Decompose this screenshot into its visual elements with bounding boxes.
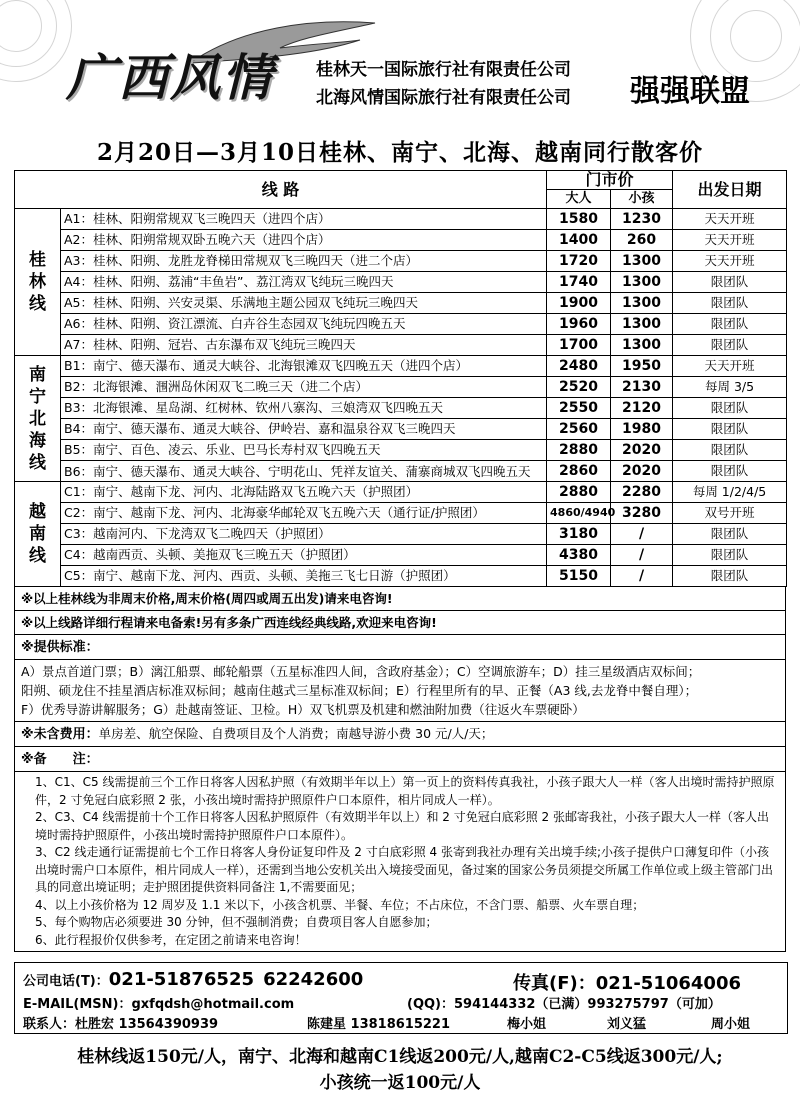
adult-price: 1580: [547, 209, 611, 230]
departure-date: 限团队: [673, 398, 787, 419]
route-name: A5：桂林、阳朔、兴安灵渠、乐满地主题公园双飞纯玩三晚四天: [61, 293, 547, 314]
route-rows: [15, 209, 787, 587]
page-title: 2月20日—3月10日桂林、南宁、北海、越南同行散客价: [96, 139, 704, 166]
contact-person: 刘义猛: [607, 1017, 647, 1032]
remarks-heading: ※备 注：: [21, 752, 99, 767]
remark-item: 5、每个购物店必须要进 30 分钟，但不强制消费；自费项目客人自愿参加；: [35, 915, 438, 929]
departure-date: 限团队: [673, 272, 787, 293]
adult-price: 1740: [547, 272, 611, 293]
adult-price: 4380: [547, 545, 611, 566]
contact-person: 杜胜宏 13564390939: [75, 1017, 219, 1032]
table-row: [15, 230, 787, 251]
note-1: ※以上桂林线为非周末价格,周末价格(周四或周五出发)请来电咨询!: [14, 587, 786, 611]
qq-label: (QQ)：: [407, 997, 454, 1012]
phone-number-2[interactable]: 62242600: [263, 969, 364, 990]
contact-box: [14, 962, 788, 1034]
table-row: [15, 440, 787, 461]
adult-price: 2880: [547, 482, 611, 503]
adult-price: 2560: [547, 419, 611, 440]
standards-line: F）优秀导游讲解服务；G）赴越南签证、卫检。H）双飞机票及机建和燃油附加费（往返火车票硬卧）: [21, 702, 585, 717]
child-price: 1980: [611, 419, 673, 440]
remark-item: 6、此行程报价仅供参考，在定团之前请来电咨询！: [35, 932, 307, 947]
route-name: B4：南宁、德天瀑布、通灵大峡谷、伊岭岩、嘉和温泉谷双飞三晚四天: [61, 419, 547, 440]
fax-label: 传真(F)：: [513, 973, 596, 994]
adult-price: 5150: [547, 566, 611, 587]
rebate-line: 桂林线返150元/人，南宁、北海和越南C1线返200元/人,越南C2-C5线返300元/人;: [77, 1047, 723, 1067]
qq-numbers[interactable]: 594144332（已满）993275797（可加）: [454, 997, 721, 1012]
people-row: [23, 1013, 218, 1032]
table-row: [15, 503, 787, 524]
table-row: [15, 377, 787, 398]
route-header: 线 路: [15, 171, 547, 209]
child-price: 1300: [611, 335, 673, 356]
route-name: C5：南宁、越南下龙、河内、西贡、头顿、美拖三飞七日游（护照团）: [61, 566, 547, 587]
standards-heading: ※提供标准：: [21, 640, 99, 655]
email-address[interactable]: gxfqdsh@hotmail.com: [131, 997, 295, 1012]
adult-header: 大人: [547, 190, 611, 209]
adult-price: 2480: [547, 356, 611, 377]
date-header: 出发日期: [673, 171, 787, 209]
child-price: 2020: [611, 440, 673, 461]
table-row: [15, 251, 787, 272]
child-price: 1300: [611, 272, 673, 293]
note-2: ※以上线路详细行程请来电备索!另有多条广西连线经典线路,欢迎来电咨询!: [14, 611, 786, 635]
excluded-text: 单房差、航空保险、自费项目及个人消费；南越导游小费 30 元/人/天；: [98, 726, 494, 741]
adult-price: 1720: [547, 251, 611, 272]
route-group-label: 南宁北海线: [15, 356, 61, 482]
route-name: A7：桂林、阳朔、冠岩、古东瀑布双飞纯玩三晚四天: [61, 335, 547, 356]
route-name: C1：南宁、越南下龙、河内、北海陆路双飞五晚六天（护照团）: [61, 482, 547, 503]
departure-date: 限团队: [673, 524, 787, 545]
email-row: [23, 993, 294, 1012]
child-header: 小孩: [611, 190, 673, 209]
departure-date: 限团队: [673, 314, 787, 335]
route-group-label: 越南线: [15, 482, 61, 587]
rebate-info: [0, 1044, 800, 1096]
route-name: B5：南宁、百色、凌云、乐业、巴马长寿村双飞四晚五天: [61, 440, 547, 461]
route-name: B2：北海银滩、涠洲岛休闲双飞二晚三天（进二个店）: [61, 377, 547, 398]
remarks-box: [14, 772, 786, 952]
main-content: [14, 170, 786, 952]
departure-date: 限团队: [673, 545, 787, 566]
excluded-costs: [14, 722, 786, 747]
table-row: [15, 314, 787, 335]
child-price: 1230: [611, 209, 673, 230]
departure-date: 双号开班: [673, 503, 787, 524]
child-price: 1300: [611, 314, 673, 335]
remark-item: 3、C2 线走通行证需提前七个工作日将客人身份证复印件及 2 寸白底彩照 4 张寄到我社办理有关出境手续;小孩子提供户口薄复印件（小孩出境时需户口本原件，相片同成人一样），还需到当地公安机关出入境接受面见，备过案的国家公务员须提交所属工作单位或上级主管部门出具的同意出境证明；走护照团提供资料同备注 1,不需要面见；: [35, 845, 774, 894]
departure-date: 限团队: [673, 440, 787, 461]
departure-date: 限团队: [673, 566, 787, 587]
route-name: A4：桂林、阳朔、荔浦“丰鱼岩”、荔江湾双飞纯玩三晚四天: [61, 272, 547, 293]
route-name: A1：桂林、阳朔常规双飞三晚四天（进四个店）: [61, 209, 547, 230]
departure-date: 天天开班: [673, 251, 787, 272]
adult-price: 4860/4940: [547, 503, 611, 524]
child-price: 2020: [611, 461, 673, 482]
child-price: 1300: [611, 293, 673, 314]
phone-label: 公司电话(T)：: [23, 974, 109, 989]
remarks-title: [14, 747, 786, 772]
remark-item: 2、C3、C4 线需提前十个工作日将客人因私护照原件（有效期半年以上）和 2 寸免冠白底彩照 2 张邮寄我社，小孩子跟大人一样（客人出境时需持护照原件，小孩出境时需持护照原件户口本原件）。: [35, 810, 770, 842]
adult-price: 1700: [547, 335, 611, 356]
table-row: [15, 209, 787, 230]
table-row: [15, 419, 787, 440]
departure-date: 天天开班: [673, 356, 787, 377]
swirl-decoration: [730, 10, 782, 62]
route-group-label: 桂林线: [15, 209, 61, 356]
adult-price: 1900: [547, 293, 611, 314]
departure-date: 限团队: [673, 419, 787, 440]
rebate-line: 小孩统一返100元/人: [319, 1073, 481, 1093]
phone-number[interactable]: 021-51876525: [108, 969, 255, 990]
standards-line: 阳朔、硕龙住不挂星酒店标准双标间；越南住越式三星标准双标间；E）行程里所有的早、正餐（A3 线,去龙脊中餐自理）；: [21, 683, 698, 698]
child-price: 2120: [611, 398, 673, 419]
company-names: [316, 56, 571, 112]
child-price: 3280: [611, 503, 673, 524]
route-name: C2：南宁、越南下龙、河内、北海豪华邮轮双飞五晚六天（通行证/护照团）: [61, 503, 547, 524]
alliance-slogan: 强强联盟: [630, 74, 750, 109]
child-price: /: [611, 524, 673, 545]
adult-price: 3180: [547, 524, 611, 545]
standards-box: [14, 660, 786, 722]
route-name: C3：越南河内、下龙湾双飞二晚四天（护照团）: [61, 524, 547, 545]
adult-price: 1400: [547, 230, 611, 251]
phone-row: [23, 969, 363, 990]
email-label: E-MAIL(MSN)：: [23, 997, 132, 1012]
adult-price: 1960: [547, 314, 611, 335]
table-row: [15, 461, 787, 482]
route-name: A2：桂林、阳朔常规双卧五晚六天（进四个店）: [61, 230, 547, 251]
table-row: [15, 398, 787, 419]
table-row: [15, 272, 787, 293]
table-row: [15, 293, 787, 314]
remark-item: 4、以上小孩价格为 12 周岁及 1.1 米以下，小孩含机票、半餐、车位；不占床位，不含门票、船票、火车票自理；: [35, 897, 645, 912]
departure-date: 限团队: [673, 461, 787, 482]
route-name: A3：桂林、阳朔、龙胜龙脊梯田常规双飞三晚四天（进二个店）: [61, 251, 547, 272]
route-name: B3：北海银滩、星岛湖、红树林、钦州八寨沟、三娘湾双飞四晚五天: [61, 398, 547, 419]
brand-logo: 广西风情: [66, 48, 274, 107]
adult-price: 2550: [547, 398, 611, 419]
people-label: 联系人：: [23, 1017, 76, 1032]
company-name: 桂林天一国际旅行社有限责任公司: [316, 60, 571, 80]
adult-price: 2860: [547, 461, 611, 482]
child-price: /: [611, 566, 673, 587]
child-price: /: [611, 545, 673, 566]
table-row: [15, 482, 787, 503]
route-name: B6：南宁、德天瀑布、通灵大峡谷、宁明花山、凭祥友谊关、蒲寨商城双飞四晚五天: [61, 461, 547, 482]
table-row: [15, 335, 787, 356]
child-price: 260: [611, 230, 673, 251]
departure-date: 天天开班: [673, 230, 787, 251]
table-row: [15, 545, 787, 566]
contact-person: 周小姐: [711, 1017, 751, 1032]
standards-line: A）景点首道门票；B）漓江船票、邮轮船票（五星标准四人间，含政府基金）；C）空调旅游车；D）挂三星级酒店双标间；: [21, 664, 701, 679]
departure-date: 天天开班: [673, 209, 787, 230]
route-name: C4：越南西贡、头顿、美拖双飞三晚五天（护照团）: [61, 545, 547, 566]
route-name: B1：南宁、德天瀑布、通灵大峡谷、北海银滩双飞四晚五天（进四个店）: [61, 356, 547, 377]
table-row: [15, 524, 787, 545]
departure-date: 每周 3/5: [673, 377, 787, 398]
contact-person: 陈建星 13818615221: [307, 1017, 451, 1032]
excluded-heading: ※未含费用：: [21, 727, 99, 742]
header: [0, 0, 800, 132]
contact-person: 梅小姐: [507, 1017, 547, 1032]
standards-title: [14, 635, 786, 660]
adult-price: 2880: [547, 440, 611, 461]
child-price: 1950: [611, 356, 673, 377]
price-table: [14, 170, 787, 587]
child-price: 2280: [611, 482, 673, 503]
qq-row: [407, 993, 721, 1012]
child-price: 2130: [611, 377, 673, 398]
adult-price: 2520: [547, 377, 611, 398]
departure-date: 限团队: [673, 335, 787, 356]
child-price: 1300: [611, 251, 673, 272]
departure-date: 限团队: [673, 293, 787, 314]
fax-number[interactable]: 021-51064006: [595, 973, 741, 994]
table-row: [15, 356, 787, 377]
remark-item: 1、C1、C5 线需提前三个工作日将客人因私护照（有效期半年以上）第一页上的资料传真我社，小孩子跟大人一样（客人出境时需持护照原件，2 寸免冠白底彩照 2 张，小孩出境时需持护照原件户口本原件，相片同成人一样）。: [35, 775, 775, 807]
price-header: 门市价: [547, 171, 673, 190]
company-name: 北海风情国际旅行社有限责任公司: [316, 88, 571, 108]
table-row: [15, 566, 787, 587]
route-name: A6：桂林、阳朔、资江漂流、白卉谷生态园双飞纯玩四晚五天: [61, 314, 547, 335]
fax-row: [513, 969, 741, 995]
departure-date: 每周 1/2/4/5: [673, 482, 787, 503]
